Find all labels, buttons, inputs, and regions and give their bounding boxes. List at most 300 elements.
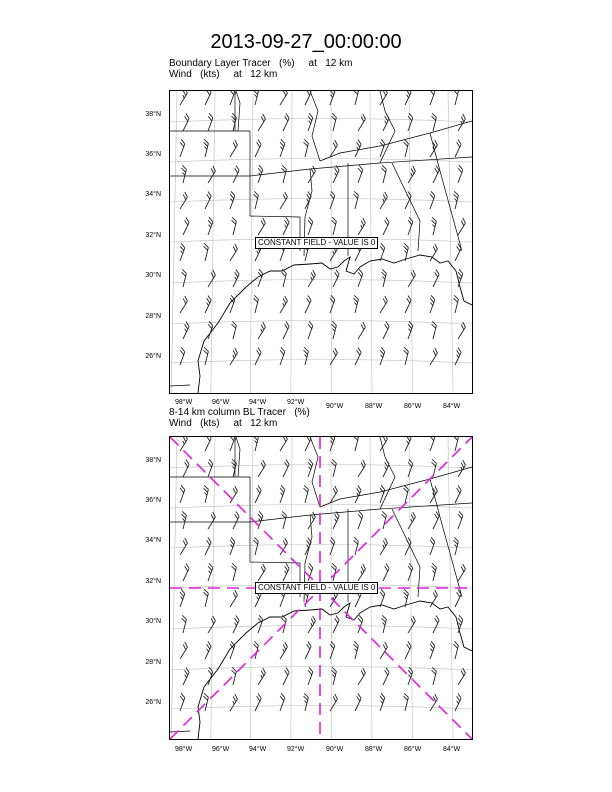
barb-shaft (183, 568, 189, 581)
wind-barb (250, 537, 259, 555)
wind-barbs (175, 437, 467, 711)
wind-barb (203, 563, 214, 581)
barb-shaft (358, 569, 365, 581)
barb-shaft (180, 352, 185, 365)
wind-barb (401, 91, 413, 105)
wind-barb (429, 512, 441, 529)
wind-barb (453, 165, 464, 183)
barb-shaft (258, 170, 263, 183)
wind-barb (204, 166, 217, 183)
barb-shaft (455, 352, 461, 365)
wind-barb (404, 512, 417, 529)
wind-barb (376, 296, 389, 313)
barb-shaft (333, 516, 339, 529)
wind-barb (301, 296, 313, 313)
wind-barb (228, 459, 237, 477)
wind-barb (404, 270, 417, 287)
wind-barb (276, 538, 289, 555)
barb-shaft (183, 326, 189, 339)
wind-barb (401, 538, 413, 555)
panel2-field-label: 8-14 km column BL Tracer (%) (169, 407, 310, 418)
wind-barb (225, 641, 236, 659)
barb-shaft (380, 301, 387, 313)
barb-shaft (433, 170, 439, 183)
barb-shaft (180, 197, 187, 209)
state-boundary (250, 176, 300, 217)
barb-shaft (280, 439, 287, 451)
wind-barb (176, 296, 189, 313)
wind-barb (379, 564, 391, 581)
barb-shaft (433, 516, 439, 529)
barb-shaft (458, 569, 465, 581)
wind-barb (325, 537, 336, 555)
wind-barb (201, 296, 213, 313)
lon-label: 96°W (212, 399, 230, 406)
barb-shaft (283, 118, 289, 131)
barb-feather (353, 437, 359, 440)
wind-barb (276, 437, 289, 451)
barb-shaft (455, 490, 461, 503)
latitude-line (170, 667, 472, 671)
lon-label: 94°W (249, 399, 267, 406)
latitude-line (170, 280, 472, 284)
barb-shaft (180, 144, 185, 157)
wind-barb (350, 641, 359, 659)
lon-label: 84°W (443, 403, 461, 410)
wind-barb (451, 140, 463, 157)
barb-shaft (205, 300, 211, 313)
barb-shaft (308, 326, 313, 339)
wind-barb (276, 296, 289, 313)
barb-shaft (280, 490, 285, 503)
wind-barb (201, 437, 213, 451)
barb-shaft (183, 464, 189, 477)
wind-barb (250, 437, 259, 451)
barb-shaft (230, 438, 235, 451)
wind-barb (200, 243, 209, 261)
barb-shaft (180, 543, 187, 555)
barb-shaft (308, 118, 313, 131)
wind-barb (301, 91, 313, 105)
barb-shaft (280, 144, 285, 157)
wind-barb (379, 460, 391, 477)
barb-shaft (458, 119, 465, 131)
wind-barb (325, 191, 336, 209)
barb-shaft (308, 464, 313, 477)
barb-shaft (383, 222, 389, 235)
barb-shaft (283, 672, 289, 685)
barb-shaft (430, 196, 435, 209)
wind-barb (428, 667, 437, 685)
barb-shaft (258, 119, 265, 131)
lon-label: 86°W (404, 746, 422, 753)
barb-shaft (308, 672, 313, 685)
barb-shaft (308, 621, 315, 633)
wind-barb (351, 348, 363, 365)
wind-barb (350, 91, 359, 105)
state-boundary (310, 437, 320, 507)
barb-shaft (255, 248, 261, 261)
wind-barb (175, 589, 186, 607)
barb-shaft (455, 698, 461, 711)
barb-shaft (405, 300, 411, 313)
barb-shaft (208, 464, 213, 477)
barb-shaft (380, 698, 385, 711)
wind-barb (378, 615, 387, 633)
barb-shaft (433, 620, 439, 633)
wind-barb (325, 295, 336, 313)
wind-barb (225, 295, 236, 313)
barb-shaft (208, 568, 213, 581)
barb-shaft (230, 699, 237, 711)
barb-shaft (258, 673, 265, 685)
wind-barb (228, 217, 237, 235)
barb-shaft (383, 672, 389, 685)
state-boundary (310, 91, 320, 161)
wind-barb (279, 668, 291, 685)
wind-barb (353, 165, 364, 183)
wind-barb (350, 191, 359, 209)
barb-shaft (355, 594, 361, 607)
wind-barb (228, 321, 237, 339)
barb-shaft (208, 517, 215, 529)
wind-barb (303, 459, 314, 477)
wind-barb (300, 485, 309, 503)
wind-barb (300, 347, 309, 365)
barb-shaft (230, 145, 237, 157)
wind-barb (179, 322, 191, 339)
wind-barb (401, 192, 413, 209)
barb-shaft (455, 594, 461, 607)
barb-shaft (180, 93, 187, 105)
state-boundary (430, 133, 462, 251)
barb-shaft (205, 92, 211, 105)
barb-shaft (330, 196, 335, 209)
barb-feather (353, 91, 359, 94)
wind-barb (429, 166, 441, 183)
wind-barb (225, 91, 236, 105)
wind-barb (401, 437, 413, 451)
longitude-line (250, 91, 253, 393)
wind-barb (254, 218, 267, 235)
state-boundary (170, 731, 190, 732)
barb-shaft (458, 465, 465, 477)
state-boundary (430, 479, 462, 597)
wind-barb (250, 91, 259, 105)
barb-shaft (430, 542, 435, 555)
wind-barb (278, 165, 287, 183)
latitude-line (170, 321, 472, 325)
wind-barb (175, 485, 186, 503)
wind-barb (254, 114, 267, 131)
wind-barb (404, 166, 417, 183)
barb-shaft (230, 249, 237, 261)
wind-barb (328, 667, 337, 685)
wind-barb (351, 486, 363, 503)
latitude-line (170, 119, 472, 123)
wind-barbs (175, 91, 467, 365)
wind-barb (176, 192, 189, 209)
barb-shaft (255, 490, 261, 503)
wind-barb (226, 348, 239, 365)
barb-shaft (358, 327, 365, 339)
wind-barb (228, 563, 237, 581)
wind-barb (179, 114, 191, 131)
barb-shaft (283, 568, 289, 581)
barb-shaft (258, 569, 265, 581)
barb-shaft (180, 301, 187, 313)
barb-shaft (230, 595, 237, 607)
wind-barb (200, 139, 209, 157)
barb-shaft (330, 300, 335, 313)
wind-barb (376, 192, 389, 209)
barb-shaft (233, 516, 239, 529)
lat-label: 34°N (145, 191, 161, 198)
wind-barb (178, 511, 187, 529)
lon-label: 90°W (326, 403, 344, 410)
barb-shaft (355, 698, 361, 711)
wind-barb (228, 113, 237, 131)
barb-shaft (305, 646, 311, 659)
wind-barb (253, 269, 264, 287)
barb-shaft (280, 301, 287, 313)
wind-barb (278, 511, 287, 529)
barb-shaft (355, 490, 361, 503)
barb-shaft (233, 170, 239, 183)
barb-shaft (333, 620, 339, 633)
lat-label: 26°N (145, 699, 161, 706)
barb-shaft (180, 594, 185, 607)
wind-barb (351, 140, 363, 157)
lat-label: 38°N (145, 111, 161, 118)
wind-barb (404, 616, 417, 633)
barb-shaft (405, 438, 411, 451)
wind-barb (179, 564, 191, 581)
wind-barb (403, 321, 414, 339)
barb-shaft (280, 93, 287, 105)
wind-barb (354, 218, 367, 235)
state-boundary (236, 437, 240, 477)
lat-label: 26°N (145, 353, 161, 360)
wind-barb (378, 165, 387, 183)
wind-barb (450, 537, 459, 555)
wind-barb (254, 460, 267, 477)
barb-shaft (458, 516, 463, 529)
barb-feather (253, 91, 259, 94)
barb-shaft (430, 646, 435, 659)
lat-label: 30°N (145, 618, 161, 625)
map-panel-top (169, 90, 473, 394)
wind-barb (229, 616, 241, 633)
barb-shaft (358, 274, 363, 287)
barb-shaft (283, 222, 289, 235)
barb-shaft (280, 698, 285, 711)
barb-shaft (305, 438, 311, 451)
state-boundary (170, 385, 190, 386)
wind-barb (201, 91, 213, 105)
lat-label: 34°N (145, 537, 161, 544)
wind-barb (375, 693, 386, 711)
wind-barb (401, 642, 413, 659)
wind-barb (328, 113, 337, 131)
wind-barb (251, 348, 263, 365)
wind-barb (350, 537, 359, 555)
wind-barb (201, 642, 213, 659)
barb-shaft (280, 352, 285, 365)
wind-barb (428, 113, 437, 131)
wind-barb (279, 218, 291, 235)
wind-barb (379, 218, 391, 235)
wind-barb (428, 217, 437, 235)
barb-feather (453, 437, 459, 440)
wind-barb (204, 616, 217, 633)
barb-shaft (333, 170, 339, 183)
wind-barb (176, 538, 189, 555)
barb-feather (253, 437, 259, 440)
wind-barb (403, 563, 414, 581)
barb-shaft (455, 248, 461, 261)
barb-shaft (458, 673, 465, 685)
barb-shaft (380, 352, 385, 365)
lat-label: 38°N (145, 457, 161, 464)
barb-shaft (183, 672, 189, 685)
wind-barb (279, 322, 291, 339)
wind-barb (454, 322, 467, 339)
wind-barb (325, 437, 336, 451)
barb-shaft (205, 542, 211, 555)
wind-barb (425, 295, 436, 313)
wind-barb (176, 91, 189, 105)
wind-barb (328, 217, 337, 235)
latitude-line (170, 465, 472, 469)
plot-title: 2013-09-27_00:00:00 (210, 31, 402, 53)
wind-barb (304, 270, 317, 287)
lon-label: 88°W (365, 746, 383, 753)
constant-field-label-bottom: CONSTANT FIELD - VALUE IS 0 (255, 582, 378, 594)
wind-barb (303, 321, 314, 339)
wind-barb (179, 460, 191, 477)
barb-shaft (358, 465, 365, 477)
wind-barb (278, 269, 287, 287)
wind-barb (200, 589, 209, 607)
barb-shaft (255, 594, 261, 607)
lat-label: 28°N (145, 313, 161, 320)
panel2-wind-label: Wind (kts) at 12 km (169, 418, 278, 429)
wind-barb (253, 165, 264, 183)
barb-shaft (355, 144, 361, 157)
barb-shaft (230, 196, 235, 209)
wind-barb (325, 641, 336, 659)
wind-barb (178, 269, 187, 287)
barb-shaft (383, 464, 389, 477)
wind-barb (401, 296, 413, 313)
wind-barb (328, 459, 337, 477)
barb-shaft (430, 249, 437, 261)
panel1-field-label: Boundary Layer Tracer (%) at 12 km (169, 58, 353, 69)
wind-barb (453, 269, 464, 287)
wind-barb (301, 192, 313, 209)
wind-barb (175, 139, 186, 157)
barb-shaft (283, 464, 289, 477)
wind-barb (178, 165, 187, 183)
wind-barb (303, 113, 314, 131)
barb-shaft (183, 118, 189, 131)
barb-shaft (180, 439, 187, 451)
state-boundary (250, 522, 300, 563)
wind-barb (301, 538, 313, 555)
latitude-line (170, 360, 472, 364)
lon-label: 96°W (212, 746, 230, 753)
barb-shaft (280, 647, 287, 659)
wind-barb (229, 270, 241, 287)
panel1-wind-label: Wind (kts) at 12 km (169, 69, 278, 80)
barb-shaft (258, 516, 263, 529)
wind-barb (376, 91, 389, 105)
wind-barb (354, 322, 367, 339)
wind-barb (425, 437, 436, 451)
wind-barb (200, 485, 209, 503)
wind-barb (326, 694, 339, 711)
wind-barb (378, 511, 387, 529)
wind-barb (254, 668, 267, 685)
wind-barb (353, 269, 364, 287)
wind-barb (453, 511, 464, 529)
barb-shaft (458, 327, 465, 339)
lat-label: 28°N (145, 659, 161, 666)
barb-shaft (333, 274, 339, 287)
barb-shaft (305, 300, 311, 313)
map-panel-bottom (169, 436, 473, 740)
barb-shaft (180, 698, 185, 711)
wind-barb (428, 459, 437, 477)
lon-label: 94°W (249, 746, 267, 753)
wind-barb (276, 91, 289, 105)
wind-barb (429, 270, 441, 287)
barb-shaft (433, 274, 439, 287)
wind-barb (275, 693, 286, 711)
lon-label: 86°W (404, 403, 422, 410)
wind-barb (225, 437, 236, 451)
barb-shaft (355, 248, 361, 261)
longitude-line (211, 91, 215, 393)
wind-barb (454, 564, 467, 581)
barb-shaft (283, 326, 289, 339)
wind-barb (450, 91, 459, 105)
longitude-line (448, 91, 453, 393)
barb-shaft (430, 300, 435, 313)
wind-barb (326, 348, 339, 365)
wind-barb (428, 563, 437, 581)
wind-barb (303, 667, 314, 685)
wind-barb (428, 321, 437, 339)
wind-barb (275, 139, 286, 157)
barb-shaft (258, 223, 265, 235)
wind-barb (203, 459, 214, 477)
barb-shaft (308, 222, 313, 235)
wind-barb (350, 437, 359, 451)
lon-label: 98°W (175, 746, 193, 753)
wind-barb (203, 217, 214, 235)
constant-field-label-top: CONSTANT FIELD - VALUE IS 0 (255, 237, 378, 249)
wind-barb (329, 270, 341, 287)
wind-barb (450, 437, 459, 451)
barb-shaft (258, 465, 265, 477)
lon-label: 88°W (365, 403, 383, 410)
barb-shaft (355, 352, 361, 365)
barb-shaft (255, 352, 261, 365)
wind-barb (179, 218, 191, 235)
wind-barb (226, 590, 239, 607)
